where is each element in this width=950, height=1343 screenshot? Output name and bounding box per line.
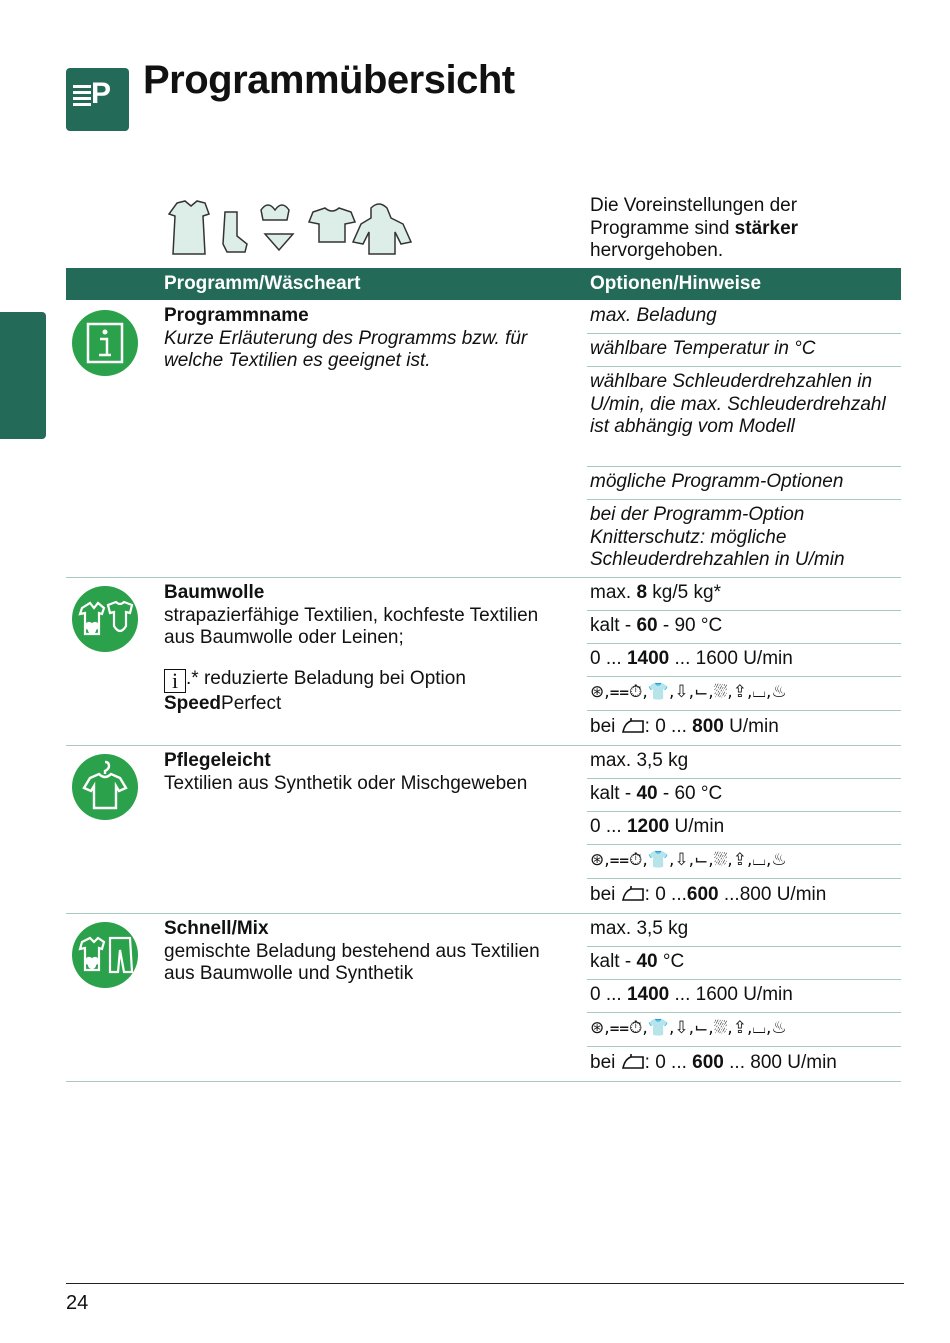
temperature-value: kalt - 40 °C xyxy=(590,951,685,972)
page-number: 24 xyxy=(66,1292,89,1314)
divider xyxy=(587,466,901,467)
load-value: max. 8 kg/5 kg* xyxy=(590,582,721,603)
spin-value: 0 ... 1200 U/min xyxy=(590,816,725,837)
divider xyxy=(587,499,901,500)
divider xyxy=(587,844,901,845)
page-title: Programmübersicht xyxy=(143,58,515,102)
table-header xyxy=(66,268,901,300)
program-desc: strapazierfähige Textilien, kochfeste Textilien aus Baumwolle oder Leinen; xyxy=(164,604,539,648)
iron-icon xyxy=(621,718,645,734)
divider xyxy=(587,1046,901,1047)
legend-program xyxy=(164,305,569,373)
program-pflegeleicht xyxy=(164,750,569,795)
divider xyxy=(587,778,901,779)
divider xyxy=(587,643,901,644)
info-icon xyxy=(72,310,138,376)
row-separator xyxy=(66,1081,901,1082)
program-name: Baumwolle xyxy=(164,582,265,603)
legend-option-crease: bei der Programm-Option Knitterschutz: mögliche Schleuderdrehzahlen in U/min xyxy=(590,504,845,570)
program-name: Schnell/Mix xyxy=(164,918,269,939)
row-separator xyxy=(66,913,901,914)
cotton-icon xyxy=(72,586,138,652)
load-value: max. 3,5 kg xyxy=(590,750,689,771)
chapter-tab xyxy=(0,312,46,439)
intro-bold: stärker xyxy=(734,217,799,239)
temperature-value: kalt - 40 - 60 °C xyxy=(590,783,723,804)
program-desc: gemischte Beladung bestehend aus Textilien aus Baumwolle und Synthetik xyxy=(164,940,540,984)
divider xyxy=(587,366,901,367)
intro-text: Die Voreinstellungen der Programme sind stärker hervorgehoben. xyxy=(590,195,799,261)
info-small-icon: i xyxy=(164,669,186,693)
spin-value: 0 ... 1400 ... 1600 U/min xyxy=(590,648,793,669)
program-schnell-mix xyxy=(164,918,569,986)
crease-guard-spin: bei : 0 ... 600 ... 800 U/min xyxy=(590,1052,837,1073)
easy-care-shirt-icon xyxy=(72,754,138,820)
list-lines-icon xyxy=(73,85,91,109)
program-baumwolle xyxy=(164,582,569,715)
logo-letter: P xyxy=(91,77,112,110)
divider xyxy=(587,676,901,677)
spin-value: 0 ... 1400 ... 1600 U/min xyxy=(590,984,793,1005)
iron-icon xyxy=(621,1054,645,1070)
divider xyxy=(587,710,901,711)
divider xyxy=(587,878,901,879)
load-value: max. 3,5 kg xyxy=(590,918,689,939)
divider xyxy=(587,333,901,334)
crease-guard-spin: bei : 0 ...600 ...800 U/min xyxy=(590,884,827,905)
option-symbols: ⊛,⩵⏱,👕,⇩,⌙,⛆,⇪,⌴,♨ xyxy=(590,850,787,870)
footer-rule xyxy=(66,1283,904,1284)
temperature-value: kalt - 60 - 90 °C xyxy=(590,615,723,636)
divider xyxy=(587,1012,901,1013)
option-symbols: ⊛,⩵⏱,👕,⇩,⌙,⛆,⇪,⌴,♨ xyxy=(590,682,787,702)
option-symbols: ⊛,⩵⏱,👕,⇩,⌙,⛆,⇪,⌴,♨ xyxy=(590,1018,787,1038)
divider xyxy=(587,946,901,947)
legend-option-options: mögliche Programm-Optionen xyxy=(590,471,844,492)
program-overview-logo xyxy=(66,68,129,131)
legend-program-desc: Kurze Erläuterung des Programms bzw. für welche Textilien es geeignet ist. xyxy=(164,327,528,371)
legend-option-load: max. Beladung xyxy=(590,305,717,326)
column-header-options: Optionen/Hinweise xyxy=(590,273,762,294)
mix-icon xyxy=(72,922,138,988)
program-note: i .* reduzierte Beladung bei Option SpeedPerfect xyxy=(164,667,466,714)
row-separator xyxy=(66,577,901,578)
column-header-program: Programm/Wäscheart xyxy=(164,273,361,294)
divider xyxy=(587,610,901,611)
legend-option-spin: wählbare Schleuderdrehzahlen in U/min, die max. Schleuderdrehzahl ist abhängig vom Modell xyxy=(590,371,886,437)
divider xyxy=(587,979,901,980)
program-name: Pflegeleicht xyxy=(164,750,271,771)
row-separator xyxy=(66,745,901,746)
divider xyxy=(587,811,901,812)
clothing-illustration-icon xyxy=(165,198,425,258)
legend-option-temp: wählbare Temperatur in °C xyxy=(590,338,816,359)
legend-program-name: Programmname xyxy=(164,305,309,326)
iron-icon xyxy=(621,886,645,902)
crease-guard-spin: bei : 0 ... 800 U/min xyxy=(590,716,779,737)
program-desc: Textilien aus Synthetik oder Mischgeweben xyxy=(164,772,528,794)
